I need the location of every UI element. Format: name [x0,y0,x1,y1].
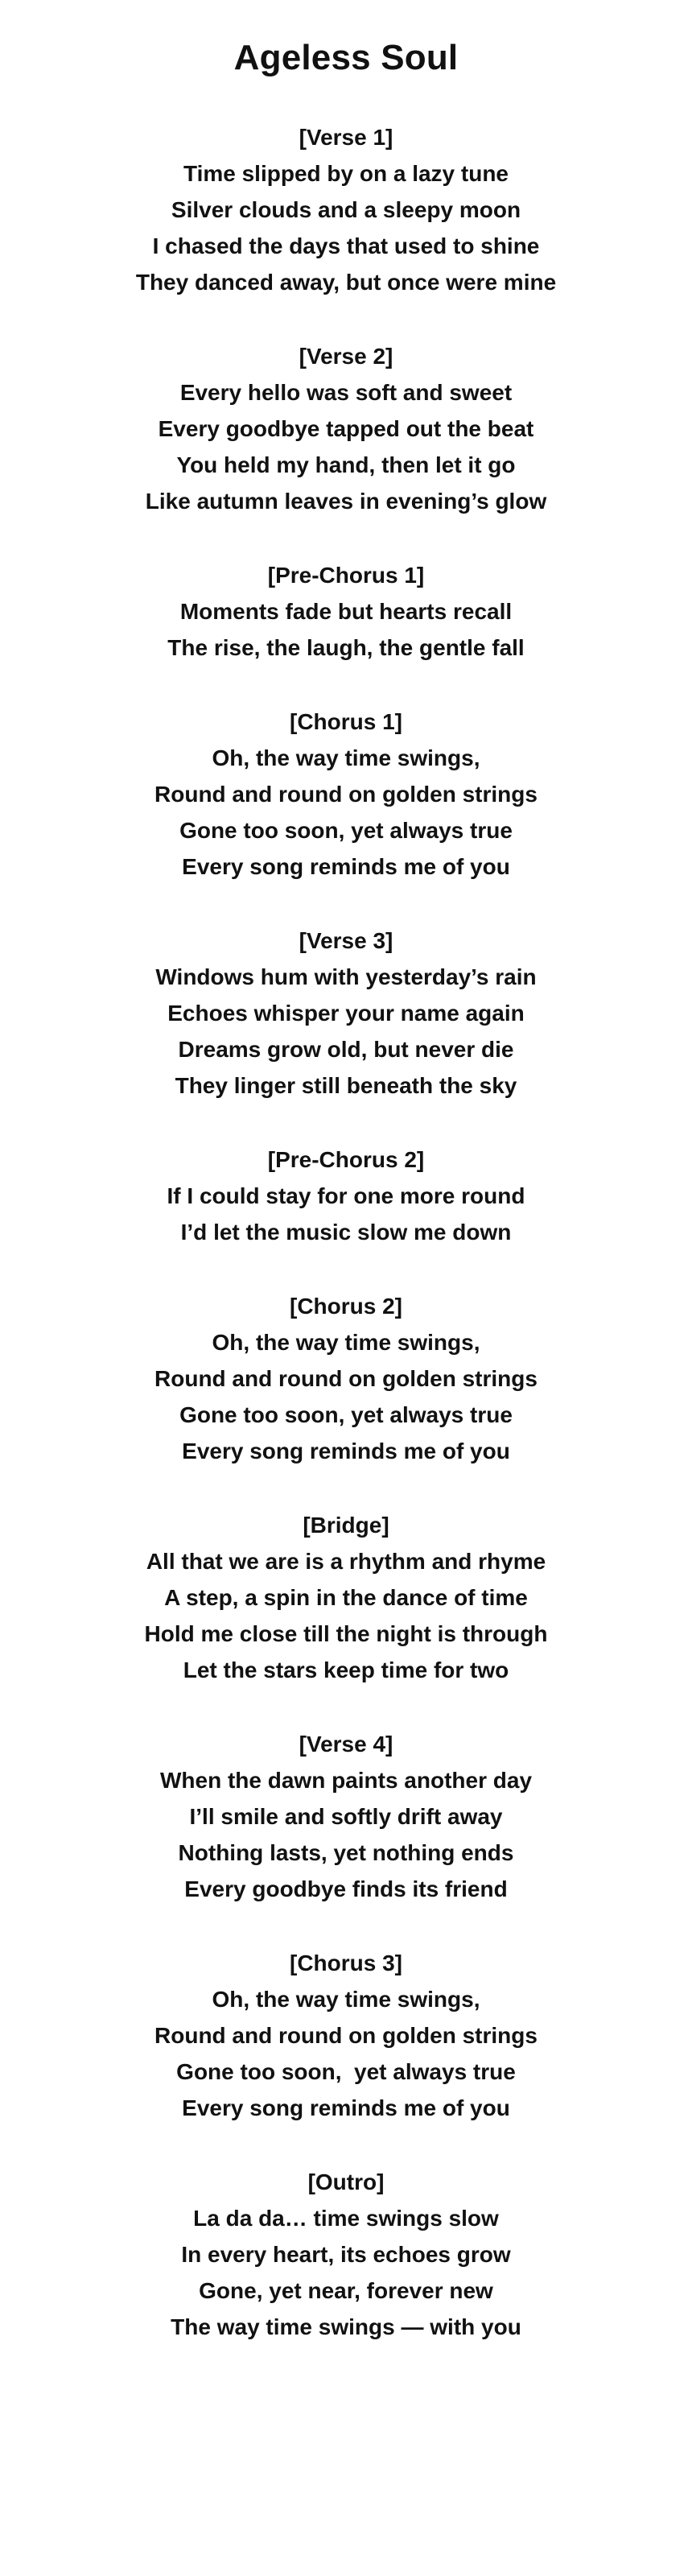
section-label: [Bridge] [303,1513,389,1538]
lyric-section [0,1141,692,1250]
lyric-line: Silver clouds and a sleepy moon [171,197,521,222]
lyric-line: You held my hand, then let it go [176,452,516,477]
lyric-line: Gone too soon, yet always true [179,818,513,843]
lyric-line: Round and round on golden strings [154,782,538,807]
lyric-line: Gone, yet near, forever new [199,2278,493,2303]
lyric-line: Nothing lasts, yet nothing ends [178,1840,514,1865]
lyric-section [0,2164,692,2345]
lyric-line: The rise, the laugh, the gentle fall [167,635,525,660]
lyric-line: Every goodbye tapped out the beat [158,416,534,441]
lyric-line: I’d let the music slow me down [180,1220,512,1245]
lyric-line: In every heart, its echoes grow [181,2242,511,2267]
section-label: [Chorus 2] [290,1294,402,1319]
lyric-section [0,557,692,666]
section-label: [Verse 3] [299,928,393,953]
lyric-line: Round and round on golden strings [154,1366,538,1391]
lyric-section [0,1945,692,2126]
lyric-line: Every song reminds me of you [182,854,510,879]
lyric-line: Dreams grow old, but never die [178,1037,514,1062]
lyric-line: Every hello was soft and sweet [179,380,513,405]
lyric-line: The way time swings — with you [171,2314,521,2339]
lyric-line: Echoes whisper your name again [167,1001,525,1026]
lyric-line: Moments fade but hearts recall [179,599,513,624]
song-title: Ageless Soul [233,38,459,77]
lyric-line: La da da… time swings slow [193,2206,499,2231]
lyric-section [0,1726,692,1907]
lyric-line: Round and round on golden strings [154,2023,538,2048]
section-label: [Verse 1] [299,125,393,150]
lyric-line: Every goodbye finds its friend [184,1876,508,1901]
lyric-line: Let the stars keep time for two [183,1657,509,1682]
lyric-line: A step, a spin in the dance of time [164,1585,528,1610]
lyric-line: Windows hum with yesterday’s rain [155,964,537,989]
section-label: [Outro] [307,2169,385,2194]
lyric-line: I chased the days that used to shine [152,233,540,258]
lyric-section [0,1507,692,1688]
lyric-line: Gone too soon, yet always true [176,2059,516,2084]
section-label: [Verse 2] [299,344,393,369]
lyric-line: All that we are is a rhythm and rhyme [146,1549,546,1574]
lyric-line: Oh, the way time swings, [212,745,480,770]
section-label: [Chorus 1] [290,709,402,734]
section-label: [Pre-Chorus 1] [267,563,425,588]
lyric-line: They danced away, but once were mine [135,270,557,295]
lyric-section [0,119,692,300]
lyric-section [0,338,692,519]
lyrics-body [0,119,692,2345]
lyric-line: Hold me close till the night is through [144,1621,548,1646]
section-label: [Pre-Chorus 2] [267,1147,425,1172]
lyric-line: Oh, the way time swings, [212,1330,480,1355]
lyric-section [0,923,692,1104]
lyric-line: Like autumn leaves in evening’s glow [145,489,547,514]
lyric-line: When the dawn paints another day [159,1768,533,1793]
section-label: [Chorus 3] [290,1951,402,1975]
lyric-section [0,1288,692,1469]
lyric-line: Gone too soon, yet always true [179,1402,513,1427]
lyric-line: Oh, the way time swings, [212,1987,480,2012]
lyric-line: If I could stay for one more round [167,1183,525,1208]
lyric-section [0,704,692,885]
lyric-line: I’ll smile and softly drift away [189,1804,503,1829]
section-label: [Verse 4] [299,1732,393,1757]
lyric-line: Time slipped by on a lazy tune [183,161,509,186]
lyric-line: They linger still beneath the sky [175,1073,517,1098]
lyric-line: Every song reminds me of you [182,1439,510,1463]
lyric-line: Every song reminds me of you [182,2095,510,2120]
